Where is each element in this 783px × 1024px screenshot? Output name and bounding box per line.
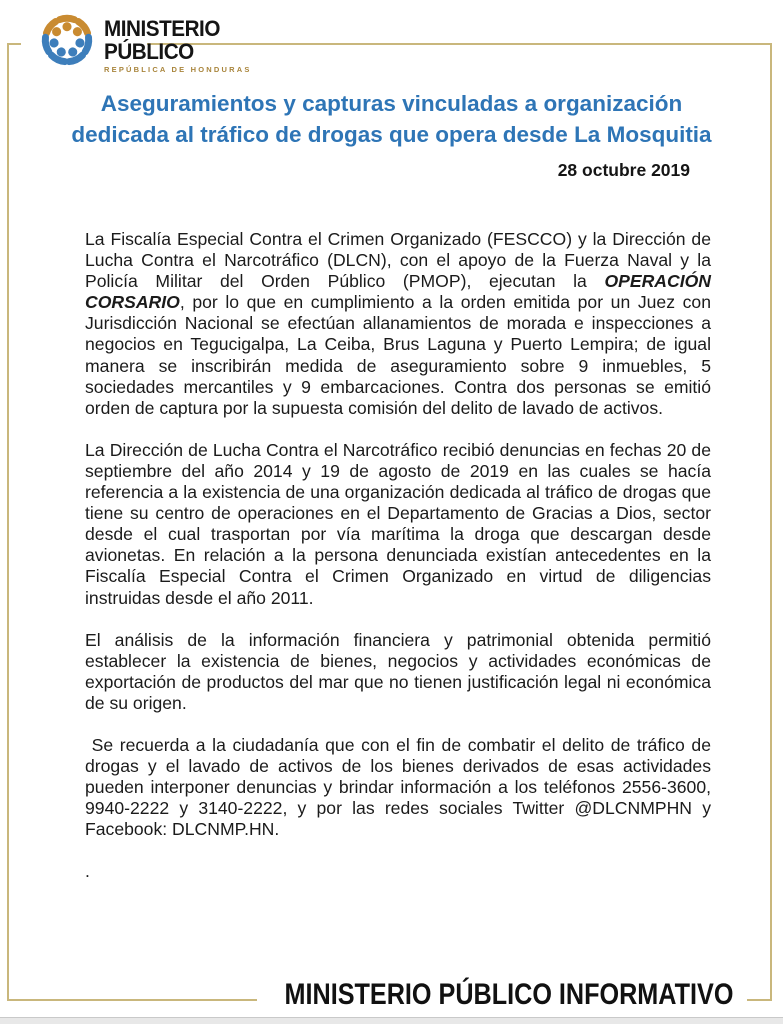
paragraph-1	[85, 229, 716, 419]
footer-banner-label: MINISTERIO PÚBLICO INFORMATIVO	[284, 978, 733, 1011]
operation-name-emphasis: OPERACIÓN CORSARIO	[85, 271, 716, 313]
paragraph-5-period: .	[85, 861, 90, 882]
logo-wordmark	[104, 17, 252, 74]
people-circle-emblem-icon	[32, 5, 102, 75]
org-name-line1: MINISTERIO	[104, 16, 220, 41]
document-title-line2: dedicada al tráfico de drogas que opera desde La Mosquitia	[71, 122, 712, 147]
document-date: 28 octubre 2019	[557, 160, 690, 180]
frame-bottom-right-line	[747, 999, 772, 1001]
org-tagline: REPÚBLICA DE HONDURAS	[104, 65, 252, 74]
document-title-line1: Aseguramientos y capturas vinculadas a organización	[100, 91, 683, 116]
paragraph-2: La Dirección de Lucha Contra el Narcotráfico recibió denuncias en fechas 20 de septiembre del año 2014 y 19 de agosto de 2019 en las cuales se hacía referencia a la existencia de una organización dedicada al tráfico de drogas que tiene su centro de operaciones en el Departamento de Gracias a Dios, sector desde el cual trasportan por vía marítima la droga que descargan desde avionetas. En relación a la persona denunciada existían antecedentes en la Fiscalía Especial Contra el Crimen Organizado en virtud de diligencias instruidas desde el año 2011.	[85, 439, 716, 608]
frame-bottom-left-line	[7, 999, 257, 1001]
frame-left-border	[7, 43, 9, 1001]
document-title	[40, 88, 743, 150]
frame-top-left-line	[7, 43, 21, 45]
org-name-line2: PÚBLICO	[104, 39, 194, 64]
ministerio-publico-logo-icon	[32, 5, 102, 80]
frame-right-border	[770, 43, 772, 1001]
document-body	[85, 229, 716, 904]
page-bottom-edge	[0, 1017, 783, 1024]
paragraph-3: El análisis de la información financiera y patrimonial obtenida permitió establecer la existencia de bienes, negocios y actividades económicas de exportación de productos del mar que no tienen justificación legal ni económica de su origen.	[85, 629, 716, 713]
paragraph-4: Se recuerda a la ciudadanía que con el fin de combatir el delito de tráfico de drogas y el lavado de activos de los bienes derivados de esas actividades pueden interponer denuncias y brindar información a los teléfonos 2556-3600, 9940-2222 y 3140-2222, y por las redes sociales Twitter @DLCNMPHN y Facebook: DLCNMP.HN.	[85, 734, 716, 840]
paragraph-1-text-after: , por lo que en cumplimiento a la orden emitida por un Juez con Jurisdicción Nacional se efectúan allanamientos de morada e inspecciones a negocios en Tegucigalpa, La Ceiba, Brus Laguna y Puerto Lempira; de igual manera se inscribirán medida de aseguramiento sobre 9 inmuebles, 5 sociedades mercantiles y 9 embarcaciones. Contra dos personas se emitió orden de captura por la supuesta comisión del delito de lavado de activos.	[85, 292, 716, 418]
paragraph-1-text-before: La Fiscalía Especial Contra el Crimen Organizado (FESCCO) y la Dirección de Lucha Contra el Narcotráfico (DLCN), con el apoyo de la Fuerza Naval y la Policía Militar del Orden Público (PMOP), ejecutan la	[85, 229, 716, 292]
